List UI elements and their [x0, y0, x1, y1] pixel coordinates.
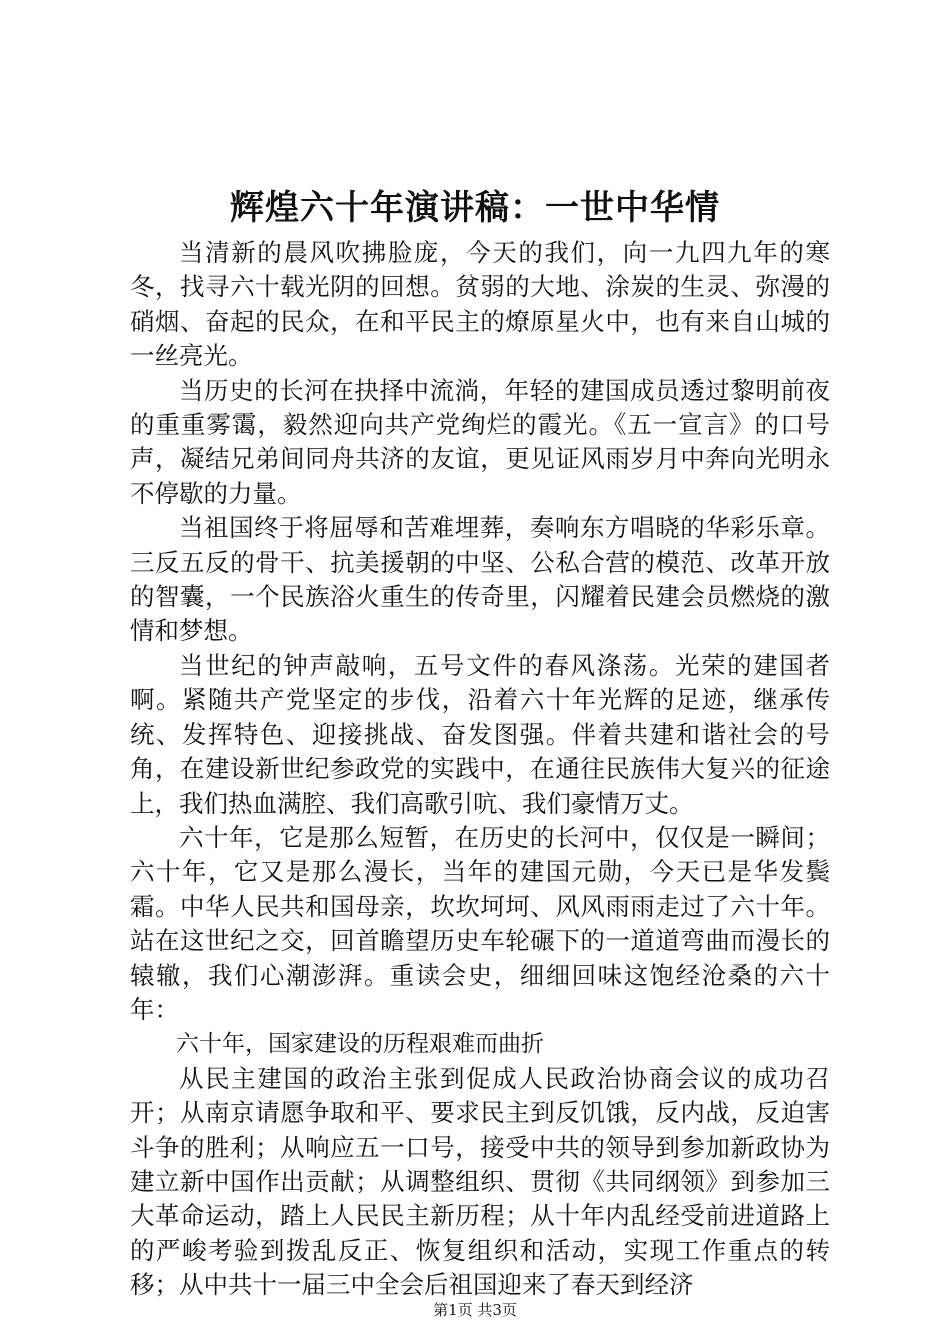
- paragraph-1: 当清新的晨风吹拂脸庞，今天的我们，向一九四九年的寒冬，找寻六十载光阴的回想。贫弱的大地、涂炭的生灵、弥漫的硝烟、奋起的民众，在和平民主的燎原星火中，也有来自山城的一丝亮光。: [130, 238, 830, 371]
- section-heading: 六十年，国家建设的历程艰难而曲折: [176, 1031, 544, 1058]
- paragraph-3: 当祖国终于将屈辱和苦难埋葬，奏响东方唱晓的华彩乐章。三反五反的骨干、抗美援朝的中坚、公私合营的模范、改革开放的智囊，一个民族浴火重生的传奇里，闪耀着民建会员燃烧的激情和梦想。: [130, 513, 830, 646]
- document-title: 辉煌六十年演讲稿：一世中华情: [230, 188, 720, 228]
- paragraph-2: 当历史的长河在抉择中流淌，年轻的建国成员透过黎明前夜的重重雾霭，毅然迎向共产党绚烂的霞光。《五一宣言》的口号声，凝结兄弟间同舟共济的友谊，更见证风雨岁月中奔向光明永不停歇的力量。: [130, 375, 830, 508]
- paragraph-6: 从民主建国的政治主张到促成人民政治协商会议的成功召开；从南京请愿争取和平、要求民主到反饥饿，反内战，反迫害斗争的胜利；从响应五一口号，接受中共的领导到参加新政协为建立新中国作出贡献；从调整组织、贯彻《共同纲领》到参加三大革命运动，踏上人民民主新历程；从十年内乱经受前进道路上的严峻考验到拨乱反正、恢复组织和活动，实现工作重点的转移；从中共十一届三中全会后祖国迎来了春天到经济: [130, 1063, 830, 1300]
- paragraph-5: 六十年，它是那么短暂，在历史的长河中，仅仅是一瞬间；六十年，它又是那么漫长，当年的建国元勋，今天已是华发鬓霜。中华人民共和国母亲，坎坎坷坷、风风雨雨走过了六十年。站在这世纪之交，回首瞻望历史车轮碾下的一道道弯曲而漫长的辕辙，我们心潮澎湃。重读会史，细细回味这饱经沧桑的六十年：: [130, 822, 830, 1024]
- document-body: [130, 236, 830, 1303]
- paragraph-4: 当世纪的钟声敲响，五号文件的春风涤荡。光荣的建国者啊。紧随共产党坚定的步伐，沿着六十年光辉的足迹，继承传统、发挥特色、迎接挑战、奋发图强。伴着共建和谐社会的号角，在建设新世纪参政党的实践中，在通往民族伟大复兴的征途上，我们热血满腔、我们高歌引吭、我们豪情万丈。: [130, 650, 830, 818]
- page-footer: 第1页 共3页: [433, 1301, 517, 1319]
